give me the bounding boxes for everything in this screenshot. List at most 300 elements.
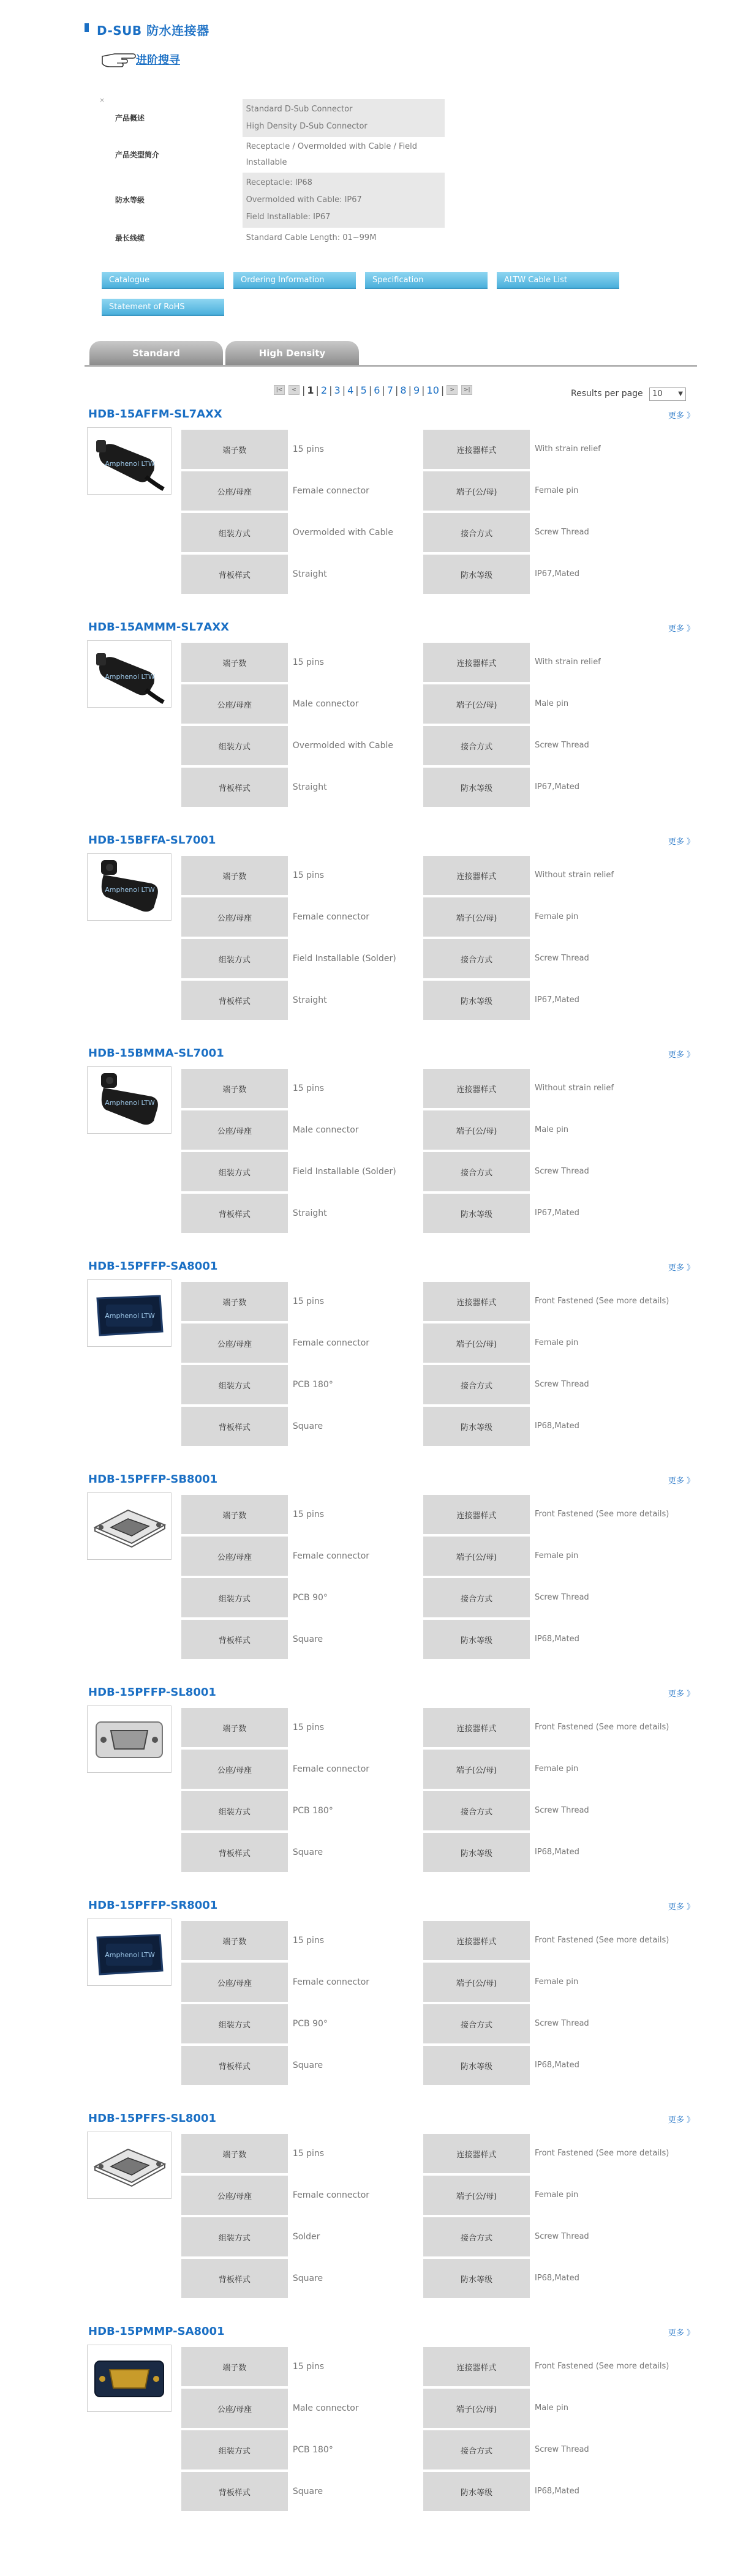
- spec-label: 背板样式: [181, 768, 288, 807]
- product-name-link[interactable]: HDB-15PMMP-SA8001: [88, 2325, 225, 2338]
- spec-label: 端子数: [181, 643, 288, 682]
- more-link[interactable]: 更多 》: [668, 2329, 695, 2338]
- spec-label: 接合方式: [423, 2217, 530, 2256]
- more-link[interactable]: 更多 》: [668, 624, 695, 634]
- pagination: |< < | 1 | 2 | 3 | 4 | 5 | 6 | 7 | 8 | 9 | 10 | > >|: [272, 383, 474, 397]
- svg-text:Amphenol LTW: Amphenol LTW: [105, 460, 155, 468]
- spec-value: Male connector: [292, 1125, 359, 1135]
- table-row: [181, 2004, 671, 2043]
- spec-label: 端子数: [181, 2134, 288, 2173]
- spec-label: 端子数: [181, 856, 288, 895]
- spec-label: 端子(公/母): [423, 897, 530, 937]
- spec-value: Female connector: [292, 1338, 370, 1348]
- page-link[interactable]: 3: [334, 384, 341, 396]
- spec-label: 组装方式: [181, 726, 288, 765]
- altw-cable-list-button[interactable]: ALTW Cable List: [497, 272, 619, 289]
- spec-value: 15 pins: [292, 1936, 325, 1945]
- spec-value: With strain relief: [535, 444, 601, 454]
- spec-label: 连接器样式: [423, 430, 530, 469]
- overview-value: Standard D-Sub Connector High Density D-Sub Connector: [243, 99, 445, 137]
- overview-table: [111, 99, 445, 249]
- more-link[interactable]: 更多 》: [668, 1690, 695, 1699]
- spec-label: 端子数: [181, 1282, 288, 1321]
- spec-label: 防水等级: [423, 2472, 530, 2511]
- spec-value: Square: [292, 1848, 323, 1857]
- spec-label: 端子数: [181, 430, 288, 469]
- spec-label: 连接器样式: [423, 2134, 530, 2173]
- spec-value: Without strain relief: [535, 871, 614, 880]
- product-image[interactable]: [87, 853, 172, 921]
- table-row: [181, 513, 671, 552]
- spec-value: Front Fastened (See more details): [534, 2362, 669, 2371]
- product-name-link[interactable]: HDB-15AFFM-SL7AXX: [88, 408, 222, 421]
- product-spec-table: [181, 1492, 671, 1661]
- table-row: [181, 1152, 671, 1191]
- table-row: [181, 430, 671, 469]
- spec-value: Male pin: [534, 2403, 569, 2413]
- specification-button[interactable]: Specification: [365, 272, 488, 289]
- product-image[interactable]: [87, 640, 172, 708]
- product-card: [85, 834, 697, 1042]
- spec-label: 公座/母座: [181, 1963, 288, 2002]
- product-spec-table: [181, 640, 671, 809]
- spec-value: IP68,Mated: [534, 1421, 579, 1431]
- spec-value: 15 pins: [292, 1510, 325, 1519]
- spec-value: Female connector: [292, 486, 369, 496]
- spec-value: 15 pins: [292, 2362, 325, 2372]
- table-row: [181, 856, 671, 895]
- product-card: [85, 1686, 697, 1894]
- page-link[interactable]: 7: [386, 384, 393, 396]
- spec-label: 接合方式: [423, 513, 530, 552]
- svg-text:Amphenol LTW: Amphenol LTW: [105, 1951, 155, 1959]
- spec-label: 防水等级: [423, 1194, 530, 1233]
- spec-value: Straight: [292, 995, 327, 1005]
- page-link[interactable]: 9: [413, 384, 420, 396]
- connector-icon: [88, 2345, 171, 2411]
- table-row: [181, 1791, 671, 1830]
- spec-label: 接合方式: [423, 2004, 530, 2043]
- spec-label: 组装方式: [181, 939, 288, 978]
- overview-key: 产品类型简介: [115, 151, 160, 159]
- table-row: [181, 1324, 671, 1363]
- connector-icon: [88, 1067, 171, 1133]
- next-page-button[interactable]: >: [447, 385, 458, 395]
- product-name-link[interactable]: HDB-15PFFP-SL8001: [88, 1686, 216, 1699]
- product-image[interactable]: [87, 1705, 172, 1773]
- product-name-link[interactable]: HDB-15BMMA-SL7001: [88, 1047, 224, 1060]
- connector-icon: [88, 2132, 171, 2198]
- spec-value: Screw Thread: [534, 1380, 589, 1389]
- rohs-statement-button[interactable]: Statement of RoHS: [102, 299, 224, 316]
- product-card: [85, 1899, 697, 2107]
- spec-value: Male pin: [535, 699, 569, 708]
- product-spec-table: [181, 1066, 671, 1235]
- table-row: [181, 1365, 671, 1404]
- spec-value: 15 pins: [292, 444, 324, 454]
- spec-value: Screw Thread: [534, 1593, 589, 1602]
- spec-label: 公座/母座: [181, 2176, 288, 2215]
- spec-label: 连接器样式: [423, 1495, 530, 1534]
- spec-value: Female pin: [534, 1764, 579, 1773]
- spec-value: Square: [292, 2487, 323, 2496]
- spec-value: Screw Thread: [534, 2445, 589, 2454]
- spec-value: IP67,Mated: [535, 995, 579, 1005]
- spec-label: 接合方式: [423, 1578, 530, 1617]
- table-row: [181, 1282, 671, 1321]
- spec-label: 组装方式: [181, 1578, 288, 1617]
- product-spec-table: [181, 1279, 671, 1448]
- spec-label: 背板样式: [181, 555, 288, 594]
- product-name-link[interactable]: HDB-15AMMM-SL7AXX: [88, 621, 230, 634]
- product-name-link[interactable]: HDB-15BFFA-SL7001: [88, 834, 216, 847]
- spec-value: Front Fastened (See more details): [534, 2149, 669, 2158]
- spec-value: IP67,Mated: [535, 1208, 579, 1218]
- connector-icon: [88, 641, 171, 707]
- table-row: [181, 2472, 671, 2511]
- overview-key: 产品概述: [115, 114, 145, 122]
- svg-text:Amphenol LTW: Amphenol LTW: [105, 1099, 155, 1107]
- table-row: [181, 684, 671, 724]
- table-row: [181, 2046, 671, 2085]
- spec-value: PCB 90°: [292, 2019, 328, 2029]
- spec-label: 接合方式: [423, 1791, 530, 1830]
- product-image[interactable]: [87, 1066, 172, 1134]
- spec-value: Front Fastened (See more details): [534, 1936, 669, 1945]
- spec-label: 公座/母座: [181, 1110, 288, 1150]
- svg-text:Amphenol LTW: Amphenol LTW: [105, 673, 155, 681]
- spec-label: 防水等级: [423, 2259, 530, 2298]
- spec-label: 接合方式: [423, 939, 530, 978]
- table-row: [181, 1194, 671, 1233]
- spec-value: PCB 180°: [292, 1806, 333, 1816]
- overview-value: Standard Cable Length: 01~99M: [246, 233, 377, 242]
- spec-label: 公座/母座: [181, 684, 288, 724]
- spec-label: 组装方式: [181, 1791, 288, 1830]
- page-link[interactable]: 1: [307, 384, 314, 396]
- spec-value: Screw Thread: [535, 528, 589, 537]
- spec-value: Front Fastened (See more details): [534, 1510, 669, 1519]
- table-row: [181, 1833, 671, 1872]
- spec-value: PCB 90°: [292, 1593, 328, 1603]
- advanced-search-link[interactable]: 进阶搜寻: [136, 54, 180, 67]
- spec-value: Straight: [292, 569, 327, 579]
- table-row: [181, 2217, 671, 2256]
- spec-value: Screw Thread: [535, 1167, 589, 1176]
- table-row: [181, 2389, 671, 2428]
- spec-value: Male connector: [292, 699, 359, 709]
- table-row: [181, 1495, 671, 1534]
- spec-label: 端子(公/母): [423, 684, 530, 724]
- spec-value: 15 pins: [292, 2149, 325, 2159]
- spec-value: Solder: [292, 2232, 320, 2242]
- product-spec-table: [181, 2132, 671, 2301]
- spec-label: 端子(公/母): [423, 1963, 530, 2002]
- spec-label: 组装方式: [181, 1365, 288, 1404]
- product-spec-table: [181, 427, 671, 596]
- table-row: [181, 768, 671, 807]
- prev-page-button[interactable]: <: [288, 385, 300, 395]
- spec-label: 端子(公/母): [423, 1750, 530, 1789]
- spec-value: 15 pins: [292, 1297, 325, 1306]
- table-row: [181, 2430, 671, 2469]
- spec-value: Front Fastened (See more details): [534, 1297, 669, 1306]
- spec-label: 背板样式: [181, 2046, 288, 2085]
- spec-value: Square: [292, 1421, 323, 1431]
- spec-label: 公座/母座: [181, 897, 288, 937]
- spec-value: PCB 180°: [292, 1380, 333, 1390]
- spec-value: With strain relief: [535, 657, 601, 667]
- table-row: [181, 939, 671, 978]
- spec-label: 防水等级: [423, 768, 530, 807]
- spec-label: 连接器样式: [423, 1069, 530, 1108]
- product-image[interactable]: [87, 2132, 172, 2199]
- product-image[interactable]: [87, 2345, 172, 2412]
- spec-label: 组装方式: [181, 2004, 288, 2043]
- more-link[interactable]: 更多 》: [668, 1477, 695, 1486]
- page-link[interactable]: 2: [320, 384, 328, 396]
- spec-value: Female connector: [292, 1764, 370, 1774]
- product-card: [85, 1473, 697, 1681]
- table-row: [181, 1537, 671, 1576]
- spec-value: IP68,Mated: [534, 1848, 579, 1857]
- more-link[interactable]: 更多 》: [668, 1264, 695, 1273]
- spec-label: 防水等级: [423, 1620, 530, 1659]
- last-page-button[interactable]: >|: [461, 385, 472, 395]
- table-row: [181, 643, 671, 682]
- spec-value: 15 pins: [292, 1084, 325, 1093]
- spec-value: Female connector: [292, 1977, 370, 1987]
- table-row: [181, 726, 671, 765]
- first-page-button[interactable]: |<: [274, 385, 285, 395]
- spec-label: 连接器样式: [423, 1282, 530, 1321]
- page-title: D-SUB 防水连接器: [97, 23, 209, 38]
- spec-value: IP68,Mated: [534, 2274, 579, 2283]
- spec-label: 端子数: [181, 1495, 288, 1534]
- product-spec-table: [181, 853, 671, 1022]
- spec-value: IP68,Mated: [534, 2061, 579, 2070]
- table-row: [181, 1963, 671, 2002]
- table-row: [181, 2134, 671, 2173]
- spec-label: 端子数: [181, 1708, 288, 1747]
- spec-label: 连接器样式: [423, 643, 530, 682]
- spec-label: 背板样式: [181, 2472, 288, 2511]
- overview-key: 最长线缆: [115, 234, 145, 242]
- spec-label: 公座/母座: [181, 1750, 288, 1789]
- table-row: [181, 1750, 671, 1789]
- spec-label: 接合方式: [423, 1152, 530, 1191]
- spec-label: 组装方式: [181, 2430, 288, 2469]
- table-row: [181, 981, 671, 1020]
- tab-divider: [85, 365, 697, 367]
- table-row: [181, 555, 671, 594]
- spec-label: 组装方式: [181, 513, 288, 552]
- connector-icon: [88, 1706, 171, 1772]
- product-card: [85, 621, 697, 829]
- spec-value: Straight: [292, 1208, 327, 1218]
- spec-label: 连接器样式: [423, 1921, 530, 1960]
- spec-value: 15 pins: [292, 657, 324, 667]
- page-link[interactable]: 4: [347, 384, 354, 396]
- overview-key: 防水等级: [115, 196, 145, 204]
- spec-label: 端子数: [181, 1069, 288, 1108]
- spec-label: 端子数: [181, 2347, 288, 2386]
- spec-value: 15 pins: [292, 1723, 325, 1732]
- spec-label: 公座/母座: [181, 1537, 288, 1576]
- spec-value: Field Installable (Solder): [292, 1167, 396, 1177]
- table-row: [181, 1069, 671, 1108]
- product-name-link[interactable]: HDB-15PFFP-SR8001: [88, 1899, 218, 1912]
- more-link[interactable]: 更多 》: [668, 837, 695, 847]
- spec-value: Screw Thread: [534, 1806, 589, 1815]
- chevron-down-icon: ▼: [678, 391, 683, 397]
- spec-value: Straight: [292, 782, 327, 792]
- product-spec-table: [181, 1705, 671, 1874]
- table-row: [181, 2259, 671, 2298]
- page-link[interactable]: 8: [400, 384, 407, 396]
- spec-label: 背板样式: [181, 1194, 288, 1233]
- spec-label: 端子(公/母): [423, 1110, 530, 1150]
- product-image[interactable]: [87, 1492, 172, 1560]
- product-image[interactable]: [87, 1919, 172, 1986]
- product-name-link[interactable]: HDB-15PFFP-SB8001: [88, 1473, 218, 1486]
- spec-label: 连接器样式: [423, 1708, 530, 1747]
- connector-icon: [88, 854, 171, 920]
- table-row: [181, 2176, 671, 2215]
- product-card: [85, 2112, 697, 2320]
- spec-label: 端子(公/母): [423, 1537, 530, 1576]
- spec-value: Female connector: [292, 1551, 370, 1561]
- more-link[interactable]: 更多 》: [668, 411, 695, 421]
- spec-value: Male pin: [535, 1125, 569, 1134]
- tab-standard[interactable]: Standard: [89, 341, 223, 365]
- spec-value: Without strain relief: [535, 1084, 614, 1093]
- spec-value: Screw Thread: [535, 741, 589, 750]
- catalogue-button[interactable]: Catalogue: [102, 272, 224, 289]
- spec-value: Female pin: [534, 1977, 579, 1986]
- table-row: [181, 1708, 671, 1747]
- spec-value: Screw Thread: [534, 2019, 589, 2028]
- spec-label: 接合方式: [423, 2430, 530, 2469]
- product-card: [85, 1260, 697, 1468]
- spec-value: Square: [292, 2274, 323, 2283]
- svg-text:Amphenol LTW: Amphenol LTW: [105, 886, 155, 894]
- spec-value: 15 pins: [292, 871, 325, 880]
- spec-label: 背板样式: [181, 1833, 288, 1872]
- title-accent-bar: [85, 23, 89, 32]
- connector-icon: [88, 1493, 171, 1559]
- spec-label: 公座/母座: [181, 1324, 288, 1363]
- product-image[interactable]: [87, 1279, 172, 1347]
- page-link[interactable]: 10: [426, 384, 439, 396]
- table-row: [181, 897, 671, 937]
- connector-icon: [88, 1919, 171, 1985]
- spec-value: Female connector: [292, 912, 370, 922]
- product-name-link[interactable]: HDB-15PFFP-SA8001: [88, 1260, 218, 1273]
- spec-value: Female pin: [535, 486, 579, 495]
- overview-value: Receptacle: IP68 Overmolded with Cable: IP67 Field Installable: IP67: [243, 173, 445, 228]
- page-link[interactable]: 5: [360, 384, 367, 396]
- spec-label: 端子(公/母): [423, 471, 530, 511]
- spec-label: 连接器样式: [423, 856, 530, 895]
- more-link[interactable]: 更多 》: [668, 1903, 695, 1912]
- product-card: [85, 1047, 697, 1255]
- spec-label: 防水等级: [423, 2046, 530, 2085]
- spec-value: Overmolded with Cable: [292, 528, 393, 537]
- spec-value: IP68,Mated: [534, 1634, 579, 1644]
- spec-value: Square: [292, 1634, 323, 1644]
- spec-value: IP67,Mated: [535, 782, 579, 792]
- spec-value: PCB 180°: [292, 2445, 333, 2455]
- spec-label: 防水等级: [423, 555, 530, 594]
- spec-label: 公座/母座: [181, 2389, 288, 2428]
- spec-label: 端子(公/母): [423, 2176, 530, 2215]
- table-row: [181, 1110, 671, 1150]
- product-spec-table: [181, 1919, 671, 2087]
- product-image[interactable]: [87, 427, 172, 495]
- results-per-page-select[interactable]: 10 ▼: [649, 388, 686, 401]
- product-spec-table: [181, 2345, 671, 2514]
- spec-label: 背板样式: [181, 1407, 288, 1446]
- ordering-information-button[interactable]: Ordering Information: [233, 272, 356, 289]
- spec-label: 端子数: [181, 1921, 288, 1960]
- page-link[interactable]: 6: [374, 384, 380, 396]
- results-per-page-label: Results per page: [571, 389, 643, 399]
- spec-value: Screw Thread: [535, 954, 589, 963]
- spec-label: 防水等级: [423, 1407, 530, 1446]
- spec-value: Female connector: [292, 2190, 370, 2200]
- spec-label: 接合方式: [423, 1365, 530, 1404]
- spec-label: 连接器样式: [423, 2347, 530, 2386]
- connector-icon: [88, 1280, 171, 1346]
- spec-value: Male connector: [292, 2403, 359, 2413]
- spec-label: 防水等级: [423, 981, 530, 1020]
- spec-value: Female pin: [534, 2190, 579, 2200]
- more-link[interactable]: 更多 》: [668, 2116, 695, 2125]
- svg-text:Amphenol LTW: Amphenol LTW: [105, 1312, 155, 1320]
- table-row: [181, 2347, 671, 2386]
- tab-high-density[interactable]: High Density: [225, 341, 359, 365]
- spec-label: 公座/母座: [181, 471, 288, 511]
- spec-value: Square: [292, 2061, 323, 2070]
- spec-label: 端子(公/母): [423, 1324, 530, 1363]
- spec-label: 背板样式: [181, 981, 288, 1020]
- spec-value: Field Installable (Solder): [292, 954, 396, 964]
- spec-value: Female pin: [535, 912, 579, 921]
- overview-value: Receptacle / Overmolded with Cable / Field Installable: [246, 142, 418, 167]
- spec-value: Screw Thread: [534, 2232, 589, 2241]
- spec-label: 组装方式: [181, 2217, 288, 2256]
- spec-label: 背板样式: [181, 1620, 288, 1659]
- more-link[interactable]: 更多 》: [668, 1050, 695, 1060]
- spec-value: Female pin: [534, 1338, 579, 1347]
- table-row: [181, 471, 671, 511]
- spec-label: 背板样式: [181, 2259, 288, 2298]
- product-card: [85, 408, 697, 616]
- connector-icon: [88, 428, 171, 494]
- spec-value: IP67,Mated: [535, 569, 579, 578]
- close-icon[interactable]: ×: [99, 96, 105, 104]
- spec-label: 防水等级: [423, 1833, 530, 1872]
- spec-label: 组装方式: [181, 1152, 288, 1191]
- spec-value: Front Fastened (See more details): [534, 1723, 669, 1732]
- spec-value: Female pin: [534, 1551, 579, 1560]
- table-row: [181, 1578, 671, 1617]
- product-name-link[interactable]: HDB-15PFFS-SL8001: [88, 2112, 216, 2125]
- spec-label: 端子(公/母): [423, 2389, 530, 2428]
- spec-value: Overmolded with Cable: [292, 741, 393, 751]
- table-row: [181, 1921, 671, 1960]
